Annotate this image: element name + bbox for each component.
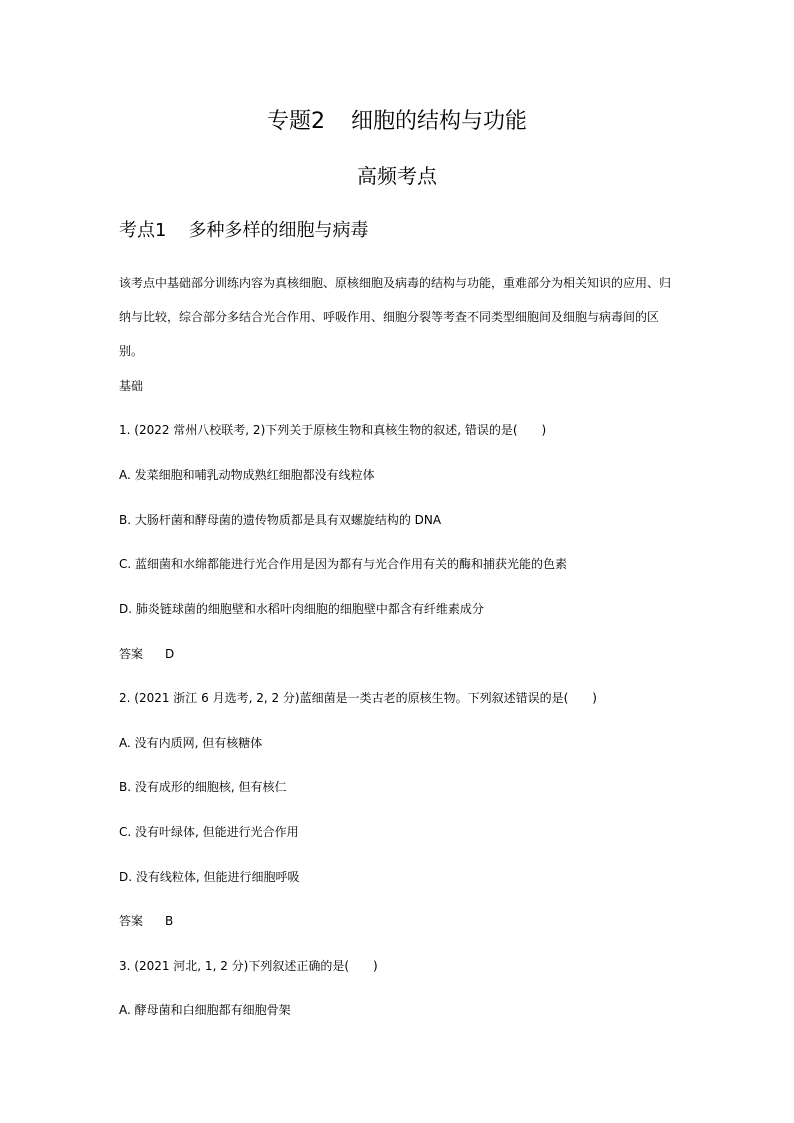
- option-c: C. 没有叶绿体, 但能进行光合作用: [119, 825, 299, 839]
- answer-value: D: [165, 647, 175, 661]
- option-d: D. 没有线粒体, 但能进行细胞呼吸: [119, 870, 300, 884]
- section-heading: [119, 216, 368, 242]
- question-stem: 1. (2022 常州八校联考, 2)下列关于原核生物和真核生物的叙述, 错误的是( ): [119, 423, 547, 437]
- option-b: B. 没有成形的细胞核, 但有核仁: [119, 780, 287, 794]
- section-title: 多种多样的细胞与病毒: [188, 220, 369, 241]
- option-a: A. 发菜细胞和哺乳动物成熟红细胞都没有线粒体: [119, 468, 375, 482]
- level-label: 基础: [119, 379, 144, 393]
- option-c: C. 蓝细菌和水绵都能进行光合作用是因为都有与光合作用有关的酶和捕获光能的色素: [119, 557, 568, 571]
- option-a: A. 没有内质网, 但有核糖体: [119, 736, 263, 750]
- answer-label: 答案: [119, 647, 144, 661]
- answer-row: [119, 912, 173, 929]
- answer-value: B: [165, 914, 174, 928]
- section-label: 考点1: [119, 220, 167, 241]
- answer-row: [119, 645, 174, 662]
- topic-title: 细胞的结构与功能: [350, 109, 527, 134]
- question-stem: 3. (2021 河北, 1, 2 分)下列叙述正确的是( ): [119, 959, 378, 973]
- option-a: A. 酵母菌和白细胞都有细胞骨架: [119, 1003, 291, 1017]
- page-title: [0, 104, 794, 135]
- intro-paragraph: 该考点中基础部分训练内容为真核细胞、原核细胞及病毒的结构与功能，重难部分为相关知识的应用、归纳与比较，综合部分多结合光合作用、呼吸作用、细胞分裂等考查不同类型细胞间及细胞与病毒间的区别。: [119, 276, 672, 358]
- question-stem: 2. (2021 浙江 6 月选考, 2, 2 分)蓝细菌是一类古老的原核生物。下列叙述错误的是( ): [119, 691, 597, 705]
- option-d: D. 肺炎链球菌的细胞壁和水稻叶肉细胞的细胞壁中都含有纤维素成分: [119, 602, 484, 616]
- answer-label: 答案: [119, 914, 144, 928]
- topic-number: 专题2: [266, 109, 325, 134]
- option-b: B. 大肠杆菌和酵母菌的遗传物质都是具有双螺旋结构的 DNA: [119, 513, 442, 527]
- page-subtitle: 高频考点: [357, 164, 437, 188]
